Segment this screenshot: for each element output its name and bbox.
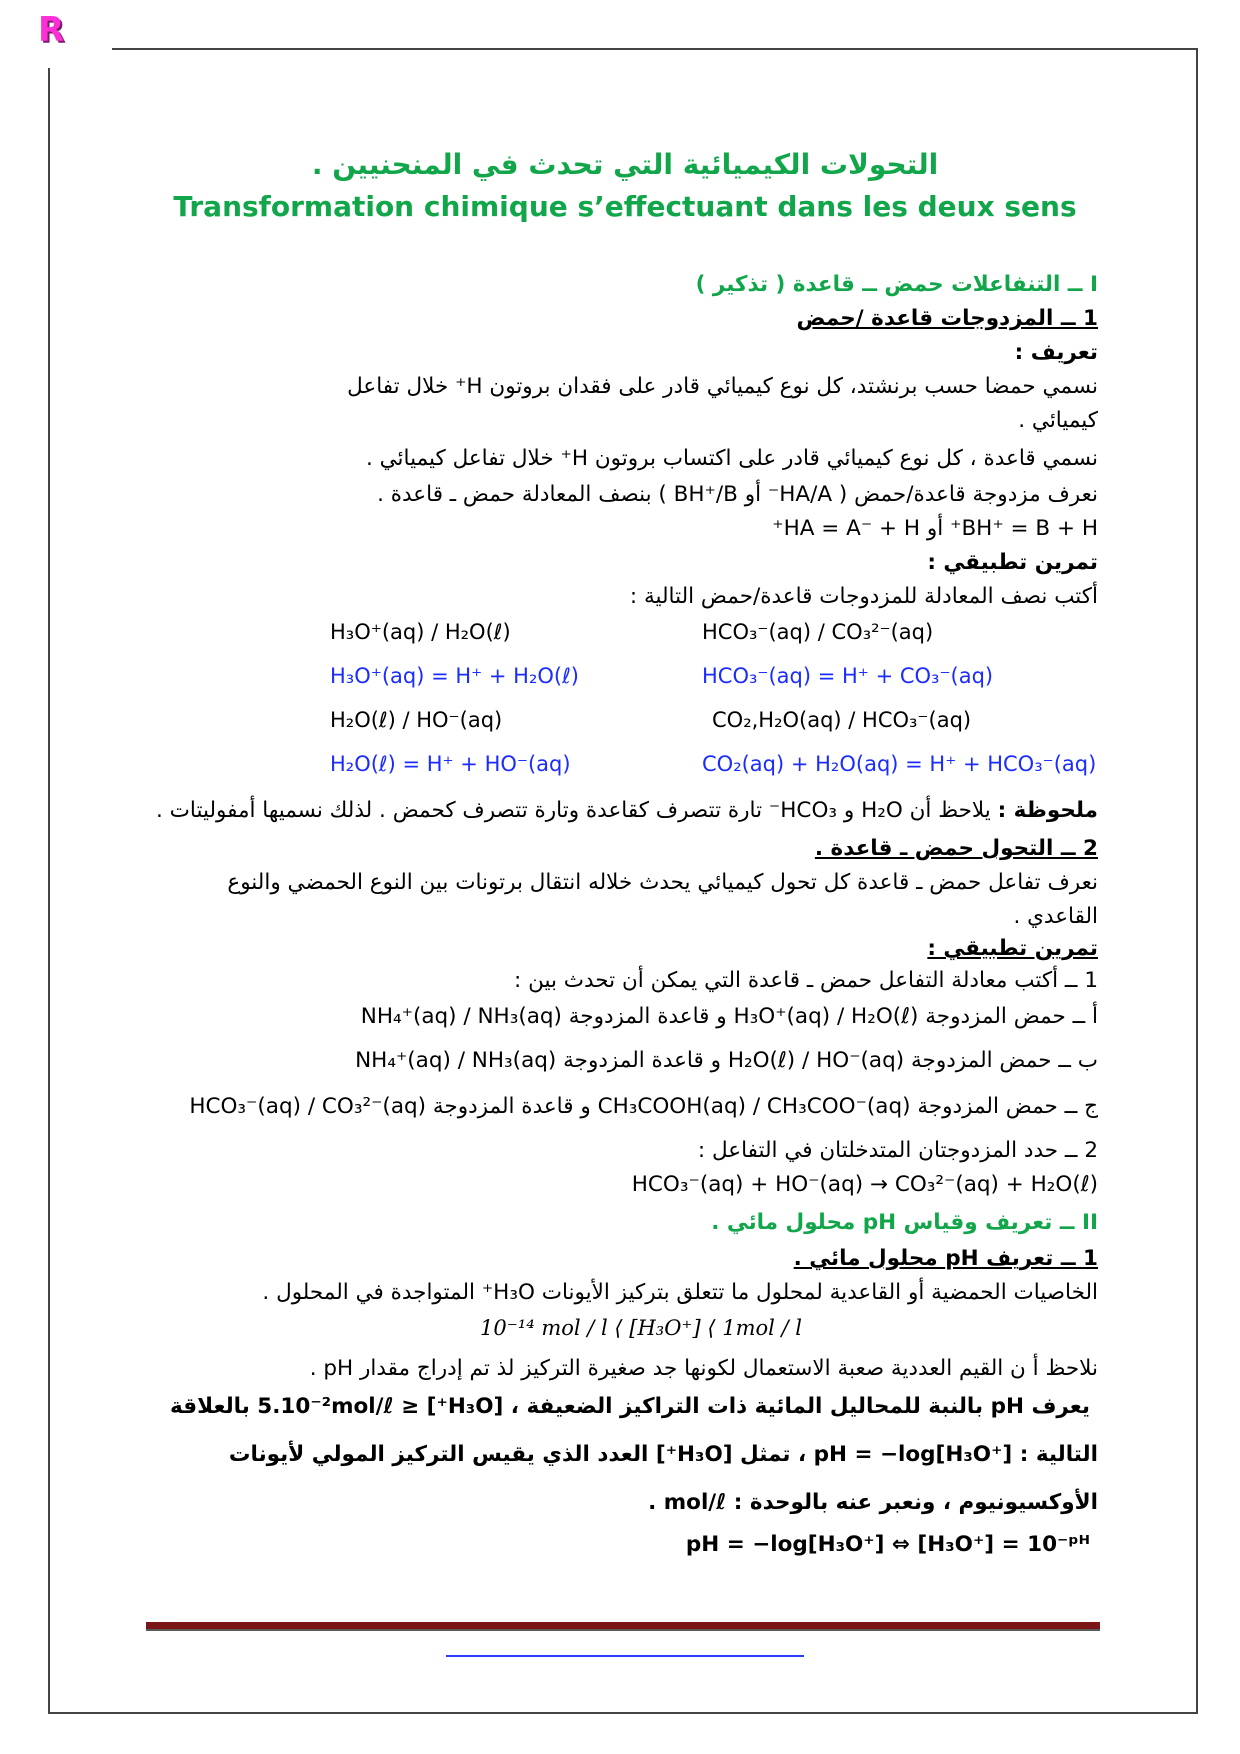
subsection-1-heading: 1 ــ المزدوجات قاعدة /حمض (796, 306, 1098, 331)
section-1-heading: I ــ التنفاعلات حمض ــ قاعدة ( تذكير ) (695, 272, 1098, 297)
reaction-equation (632, 1172, 1098, 1197)
item-a-prefix: أ ــ حمض المزدوجة (925, 1004, 1098, 1029)
equation-h3o-h2o: H₃O⁺(aq) = H⁺ + H₂O(ℓ) (330, 664, 579, 688)
exercise-item-c (189, 1094, 1098, 1119)
concentration-range: 10⁻¹⁴ mol / l ⟨ [H₃O⁺] ⟨ 1mol / l (480, 1316, 803, 1340)
ph-definition-line-2: التالية : pH = −log[H₃O⁺] ، تمثل [H₃O⁺] العدد الذي يقيس التركيز المولي لأيونات (228, 1442, 1098, 1467)
footer-link-underline[interactable] (446, 1655, 804, 1657)
equation-hco3-co3: HCO₃⁻(aq) = H⁺ + CO₃⁻(aq) (702, 664, 994, 688)
acid-definition-line-1: نسمي حمضا حسب برنشتد، كل نوع كيميائي قادر على فقدان بروتون H⁺ خلال تفاعل (347, 374, 1098, 399)
equation-h2o-ho: H₂O(ℓ) = H⁺ + HO⁻(aq) (330, 752, 571, 776)
subsection-2-heading: 2 ــ التحول حمض ـ قاعدة . (814, 836, 1098, 861)
item-a-acid: H₃O⁺(aq) / H₂O(ℓ) (733, 1004, 919, 1029)
exercise-2-label: تمرين تطبيقي : (927, 936, 1098, 961)
section-2-heading: II ــ تعريف وقياس pH محلول مائي . (711, 1210, 1098, 1235)
equation-co2-hco3: CO₂(aq) + H₂O(aq) = H⁺ + HCO₃⁻(aq) (702, 752, 1097, 776)
couple-definition: نعرف مزدوجة قاعدة/حمض ( HA/A⁻ أو BH⁺/B ) بنصف المعادلة حمض ـ قاعدة . (377, 482, 1098, 507)
couple-hco3-co3: HCO₃⁻(aq) / CO₃²⁻(aq) (702, 620, 934, 644)
couple-co2-hco3: CO₂,H₂O(aq) / HCO₃⁻(aq) (712, 708, 972, 732)
acid-base-definition-line-2: القاعدي . (1013, 904, 1098, 929)
exercise-2-question-2: 2 ــ حدد المزدوجتان المتدخلتان في التفاعل : (697, 1138, 1098, 1163)
frame-left-border (48, 68, 50, 1712)
half-equation: BH⁺ = B + H⁺ أو HA = A⁻ + H⁺ (772, 516, 1098, 541)
note-text: يلاحظ أن H₂O و HCO₃⁻ تارة تتصرف كقاعدة وتارة تتصرف كحمض . لذلك نسميها أمفوليتات . (156, 798, 998, 823)
item-b-prefix: ب ــ حمض المزدوجة (911, 1048, 1098, 1073)
item-c-mid: و قاعدة المزدوجة (432, 1094, 591, 1119)
title-french: Transformation chimique s’effectuant dans les deux sens (173, 190, 1077, 223)
reaction-text: HCO₃⁻(aq) + HO⁻(aq) → CO₃²⁻(aq) + H₂O(ℓ) (631, 1172, 1098, 1197)
item-a-base: NH₄⁺(aq) / NH₃(aq) (360, 1004, 562, 1029)
logo: R (38, 10, 66, 50)
item-c-base: HCO₃⁻(aq) / CO₃²⁻(aq) (189, 1094, 427, 1119)
ph-definition-line-3: الأوكسيونيوم ، ونعبر عنه بالوحدة : mol/ℓ . (648, 1490, 1098, 1515)
frame-top-border (112, 48, 1198, 50)
ph-formula (686, 1532, 1090, 1557)
acid-base-definition-line-1: نعرف تفاعل حمض ـ قاعدة كل تحول كيميائي يحدث خلاله انتقال برتونات بين النوع الحمضي والنوع (227, 870, 1098, 895)
exercise-item-a (361, 1004, 1098, 1029)
item-b-base: NH₄⁺(aq) / NH₃(aq) (355, 1048, 557, 1073)
item-c-prefix: ج ــ حمض المزدوجة (917, 1094, 1098, 1119)
acid-definition-line-2: كيميائي . (1018, 408, 1098, 433)
ph-intro-text: الخاصيات الحمضية أو القاعدية لمحلول ما تتعلق بتركيز الأيونات H₃O⁺ المتواجدة في المحلول . (262, 1280, 1098, 1305)
exercise-1-label: تمرين تطبيقي : (927, 550, 1098, 575)
frame-bottom-border (48, 1712, 1198, 1714)
item-b-mid: و قاعدة المزدوجة (563, 1048, 721, 1073)
note-label: ملحوظة : (997, 798, 1098, 823)
exercise-2-question-1: 1 ــ أكتب معادلة التفاعل حمض ـ قاعدة التي يمكن أن تحدث بين : (514, 968, 1098, 993)
item-b-acid: H₂O(ℓ) / HO⁻(aq) (727, 1048, 905, 1073)
ph-definition-line-1: يعرف pH بالنبة للمحاليل المائية ذات التراكيز الضعيفة ، [H₃O⁺] ≤ 5.10⁻²mol/ℓ بالعلاقة (170, 1394, 1090, 1419)
exercise-1-text: أكتب نصف المعادلة للمزدوجات قاعدة/حمض التالية : (629, 584, 1098, 609)
couple-h2o-ho: H₂O(ℓ) / HO⁻(aq) (330, 708, 503, 732)
couple-h3o-h2o: H₃O⁺(aq) / H₂O(ℓ) (330, 620, 511, 644)
ph-formula-text: pH = −log[H₃O⁺] ⇔ [H₃O⁺] = 10⁻ᵖᴴ (685, 1532, 1090, 1557)
ph-definition-heading: 1 ــ تعريف pH محلول مائي . (793, 1246, 1098, 1271)
ph-motivation-text: نلاحظ أ ن القيم العددية صعبة الاستعمال لكونها جد صغيرة التركيز لذ تم إدراج مقدار pH . (309, 1356, 1098, 1381)
item-c-acid: CH₃COOH(aq) / CH₃COO⁻(aq) (597, 1094, 911, 1119)
title-arabic: التحولات الكيميائية التي تحدث في المنحنيين . (311, 148, 939, 181)
exercise-item-b (355, 1048, 1098, 1073)
note (156, 798, 1098, 823)
frame-right-border (1196, 48, 1198, 1712)
item-a-mid: و قاعدة المزدوجة (568, 1004, 727, 1029)
footer-divider (146, 1622, 1100, 1631)
base-definition: نسمي قاعدة ، كل نوع كيميائي قادر على اكتساب بروتون H⁺ خلال تفاعل كيميائي . (365, 446, 1098, 471)
definition-label: تعريف : (1014, 340, 1098, 365)
